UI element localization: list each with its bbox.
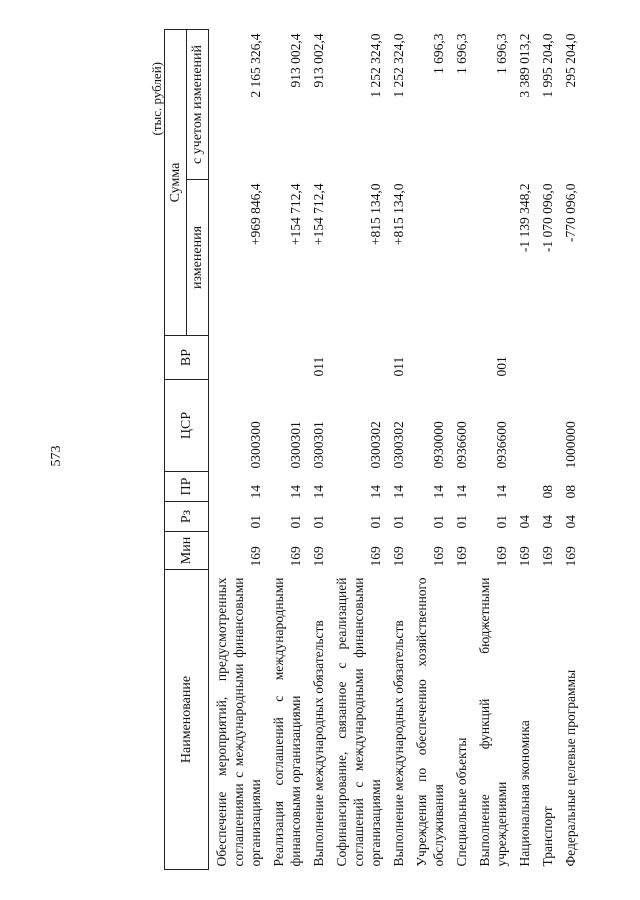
row-csr: 0936600 xyxy=(494,421,509,469)
row-total: 1 252 324,0 xyxy=(391,33,406,98)
header-sum: Сумма xyxy=(165,30,187,336)
row-total: 1 696,3 xyxy=(494,33,509,74)
row-vr: 001 xyxy=(494,356,509,377)
table-row xyxy=(209,30,267,870)
row-rz: 01 xyxy=(454,515,469,529)
row-pr: 14 xyxy=(248,485,263,499)
row-change xyxy=(449,180,472,336)
row-rz: 01 xyxy=(431,515,446,529)
row-change: -1 139 348,2 xyxy=(517,183,532,253)
table-row xyxy=(329,30,386,870)
row-total: 3 389 013,2 xyxy=(517,33,532,98)
row-total: 2 165 326,4 xyxy=(248,33,263,98)
row-pr: 14 xyxy=(391,485,406,499)
row-change: -1 070 096,0 xyxy=(540,183,555,253)
row-pr: 14 xyxy=(311,485,326,499)
row-min: 169 xyxy=(454,546,469,567)
table-row xyxy=(472,30,512,870)
row-total: 913 002,4 xyxy=(288,33,303,88)
row-total: 1 995 204,0 xyxy=(540,33,555,98)
row-csr xyxy=(512,380,535,472)
row-min: 169 xyxy=(563,546,578,567)
row-csr: 0300302 xyxy=(368,421,383,469)
row-change: +969 846,4 xyxy=(248,183,263,246)
row-vr: 011 xyxy=(391,356,406,377)
row-min: 169 xyxy=(248,546,263,567)
row-min: 169 xyxy=(517,546,532,567)
row-rz: 01 xyxy=(288,515,303,529)
header-min: Мин xyxy=(165,532,209,570)
row-vr xyxy=(449,336,472,380)
row-csr xyxy=(535,380,558,472)
header-csr: ЦСР xyxy=(165,380,209,472)
row-pr: 14 xyxy=(288,485,303,499)
row-name: Национальная экономика xyxy=(517,720,532,867)
row-rz: 04 xyxy=(517,515,532,529)
row-vr xyxy=(512,336,535,380)
row-vr xyxy=(329,336,386,380)
row-name: Выполнение международных обязательств xyxy=(391,620,406,867)
row-pr: 08 xyxy=(563,485,578,499)
row-change: +815 134,0 xyxy=(391,183,406,246)
row-change: +154 712,4 xyxy=(288,183,303,246)
table-row xyxy=(386,30,409,870)
row-change: +154 712,4 xyxy=(311,183,326,246)
table-row xyxy=(306,30,329,870)
row-pr: 08 xyxy=(540,485,555,499)
row-rz: 01 xyxy=(248,515,263,529)
row-pr xyxy=(512,472,535,502)
row-name: Учреждения по обеспечению хозяйственного обслуживания xyxy=(414,577,446,867)
row-csr: 0300302 xyxy=(391,421,406,469)
row-rz: 04 xyxy=(563,515,578,529)
row-vr xyxy=(266,336,306,380)
page-number: 573 xyxy=(49,445,64,467)
row-rz: 01 xyxy=(311,515,326,529)
row-vr xyxy=(535,336,558,380)
row-total: 913 002,4 xyxy=(311,33,326,88)
row-csr: 0936600 xyxy=(454,421,469,469)
row-rz: 04 xyxy=(540,515,555,529)
table-header xyxy=(165,30,209,870)
row-name: Выполнение международных обязательств xyxy=(311,620,326,867)
budget-table xyxy=(164,29,581,870)
table-row xyxy=(409,30,449,870)
row-name: Транспорт xyxy=(540,806,555,867)
table-body xyxy=(209,30,582,870)
row-min: 169 xyxy=(288,546,303,567)
row-vr xyxy=(409,336,449,380)
row-vr: 011 xyxy=(311,356,326,377)
row-csr: 1000000 xyxy=(563,421,578,469)
row-change: +815 134,0 xyxy=(368,183,383,246)
row-name: Специальные объекты xyxy=(454,737,469,867)
unit-note: (тыс. рублей) xyxy=(149,62,164,136)
row-csr: 0300300 xyxy=(248,421,263,469)
row-min: 169 xyxy=(368,546,383,567)
table-row xyxy=(535,30,558,870)
row-total: 1 696,3 xyxy=(431,33,446,74)
row-total: 1 252 324,0 xyxy=(368,33,383,98)
row-pr: 14 xyxy=(431,485,446,499)
row-csr: 0930000 xyxy=(431,421,446,469)
header-rz: Рз xyxy=(165,502,209,532)
row-name: Федеральные целевые программы xyxy=(563,669,578,867)
row-pr: 14 xyxy=(494,485,509,499)
row-change: -770 096,0 xyxy=(563,183,578,242)
row-min: 169 xyxy=(311,546,326,567)
row-name: Софинансирование, связанное с реализацией соглашений с международными финансовыми организациями xyxy=(334,577,383,867)
rotated-page xyxy=(82,30,602,870)
row-csr: 0300301 xyxy=(288,421,303,469)
row-rz: 01 xyxy=(494,515,509,529)
row-pr: 14 xyxy=(368,485,383,499)
header-change: изменения xyxy=(187,180,209,336)
header-vr: ВР xyxy=(165,336,209,380)
row-min: 169 xyxy=(494,546,509,567)
row-min: 169 xyxy=(540,546,555,567)
header-name: Наименование xyxy=(165,570,209,870)
table-row xyxy=(512,30,535,870)
row-rz: 01 xyxy=(391,515,406,529)
row-change xyxy=(409,180,449,336)
row-vr xyxy=(209,336,267,380)
header-pr: ПР xyxy=(165,472,209,502)
row-total: 1 696,3 xyxy=(454,33,469,74)
row-name: Обеспечение мероприятий, предусмотренных соглашениями с международными финансовыми организациями xyxy=(214,577,263,867)
row-min: 169 xyxy=(391,546,406,567)
row-csr: 0300301 xyxy=(311,421,326,469)
table-row xyxy=(449,30,472,870)
row-min: 169 xyxy=(431,546,446,567)
header-with-change: с учетом изменений xyxy=(187,30,209,180)
row-name: Выполнение функций бюджетными учреждениями xyxy=(477,577,509,867)
table-row xyxy=(266,30,306,870)
table-row xyxy=(558,30,581,870)
row-name: Реализация соглашений с международными финансовыми организациями xyxy=(271,577,303,867)
row-vr xyxy=(558,336,581,380)
row-total: 295 204,0 xyxy=(563,33,578,88)
row-pr: 14 xyxy=(454,485,469,499)
row-rz: 01 xyxy=(368,515,383,529)
row-change xyxy=(472,180,512,336)
